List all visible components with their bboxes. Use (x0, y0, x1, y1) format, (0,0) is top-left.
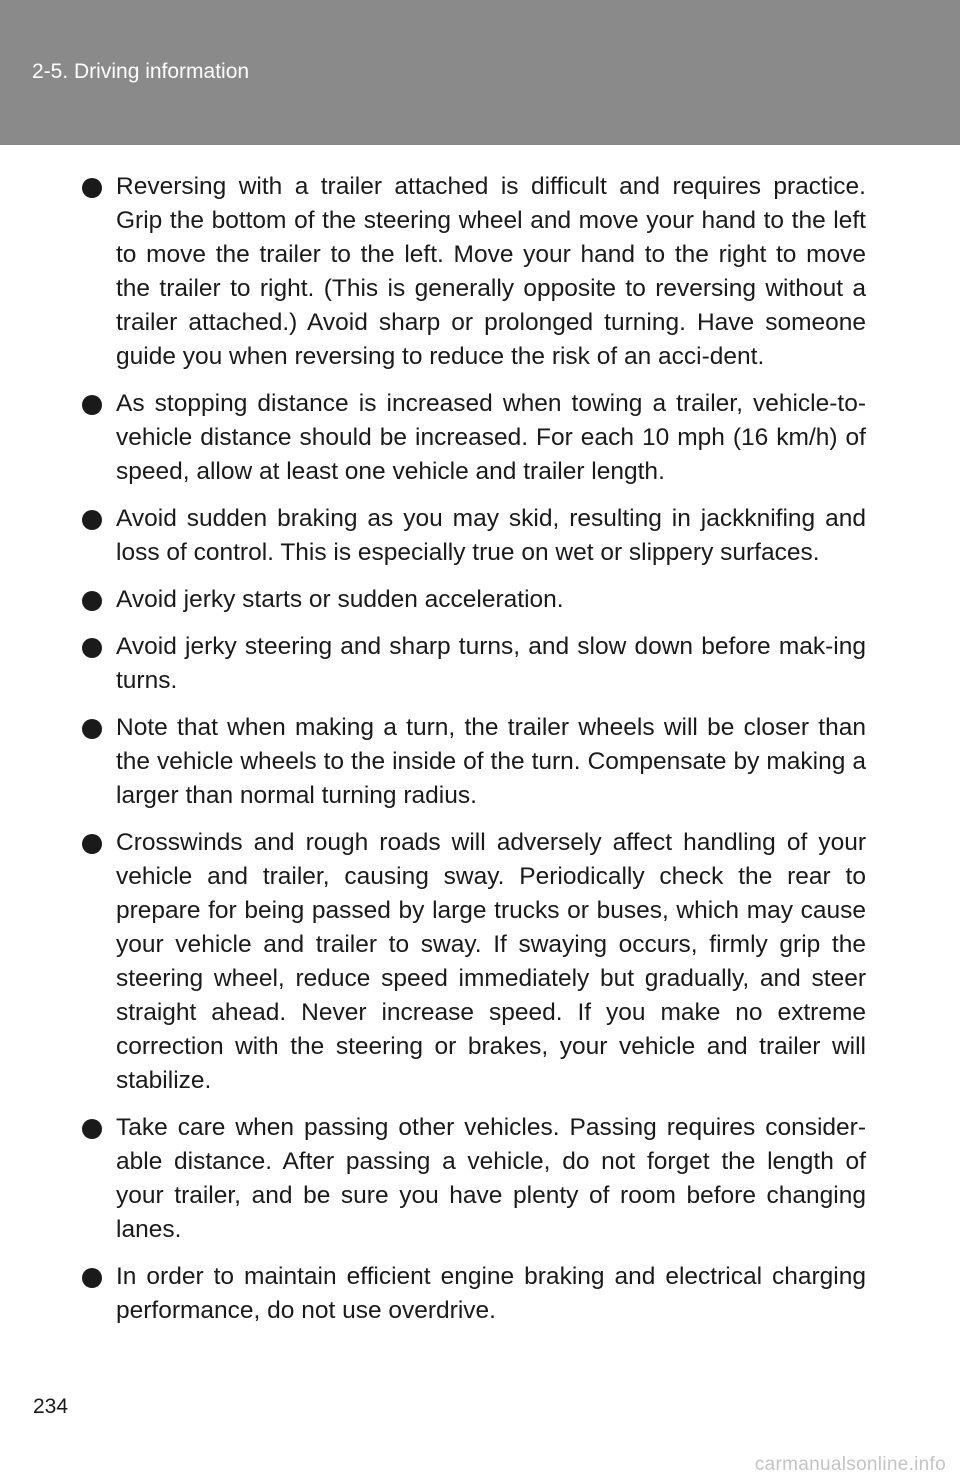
section-title: 2-5. Driving information (32, 60, 250, 83)
list-item (82, 1111, 866, 1247)
list-item-text: As stopping distance is increased when towing a trailer, vehicle-to-vehicle distance should be increased. For each 10 mph (16 km/h) of speed, allow at least one vehicle and trailer length. (116, 390, 866, 485)
list-item-text: Reversing with a trailer attached is difficult and requires practice. Grip the bottom of the steering wheel and move your hand to the left to move the trailer to the left. Move your hand to the right to move the trailer to right. (This is generally opposite to reversing without a trailer attached.) Avoid sharp or prolonged turning. Have someone guide you when reversing to reduce the risk of an acci-dent. (116, 173, 866, 370)
list-item-text: Crosswinds and rough roads will adversely affect handling of your vehicle and trailer, causing sway. Periodically check the rear to prepare for being passed by large trucks or buses, which may cause your vehicle and trailer to sway. If swaying occurs, firmly grip the steering wheel, reduce speed immediately but gradually, and steer straight ahead. Never increase speed. If you make no extreme correction with the steering or brakes, your vehicle and trailer will stabilize. (116, 829, 866, 1094)
page-number: 234 (33, 1395, 69, 1418)
bullet-icon (82, 510, 102, 530)
list-item-text: Avoid sudden braking as you may skid, resulting in jackknifing and loss of control. This is especially true on wet or slippery surfaces. (116, 505, 866, 566)
list-item (82, 170, 866, 374)
list-item (82, 1260, 866, 1328)
bullet-icon (82, 395, 102, 415)
list-item (82, 387, 866, 489)
bullet-icon (82, 591, 102, 611)
list-item-text: Avoid jerky steering and sharp turns, and slow down before mak-ing turns. (116, 633, 866, 694)
list-item (82, 583, 866, 617)
list-item-text: Note that when making a turn, the trailer wheels will be closer than the vehicle wheels to the inside of the turn. Compensate by making a larger than normal turning radius. (116, 714, 866, 809)
bullet-icon (82, 1268, 102, 1288)
list-item (82, 630, 866, 698)
bullet-list (82, 170, 866, 1341)
list-item-text: In order to maintain efficient engine braking and electrical charging performance, do not use overdrive. (116, 1263, 866, 1324)
list-item (82, 502, 866, 570)
bullet-icon (82, 638, 102, 658)
list-item (82, 711, 866, 813)
list-item-text: Avoid jerky starts or sudden acceleration. (116, 586, 564, 613)
bullet-icon (82, 834, 102, 854)
watermark-text: carmanualsonline.info (754, 1454, 946, 1475)
list-item-text: Take care when passing other vehicles. Passing requires consider-able distance. After passing a vehicle, do not forget the length of your trailer, and be sure you have plenty of room before changing lanes. (116, 1114, 866, 1243)
bullet-icon (82, 719, 102, 739)
bullet-icon (82, 178, 102, 198)
section-header-band (0, 0, 960, 145)
bullet-icon (82, 1119, 102, 1139)
list-item (82, 826, 866, 1098)
